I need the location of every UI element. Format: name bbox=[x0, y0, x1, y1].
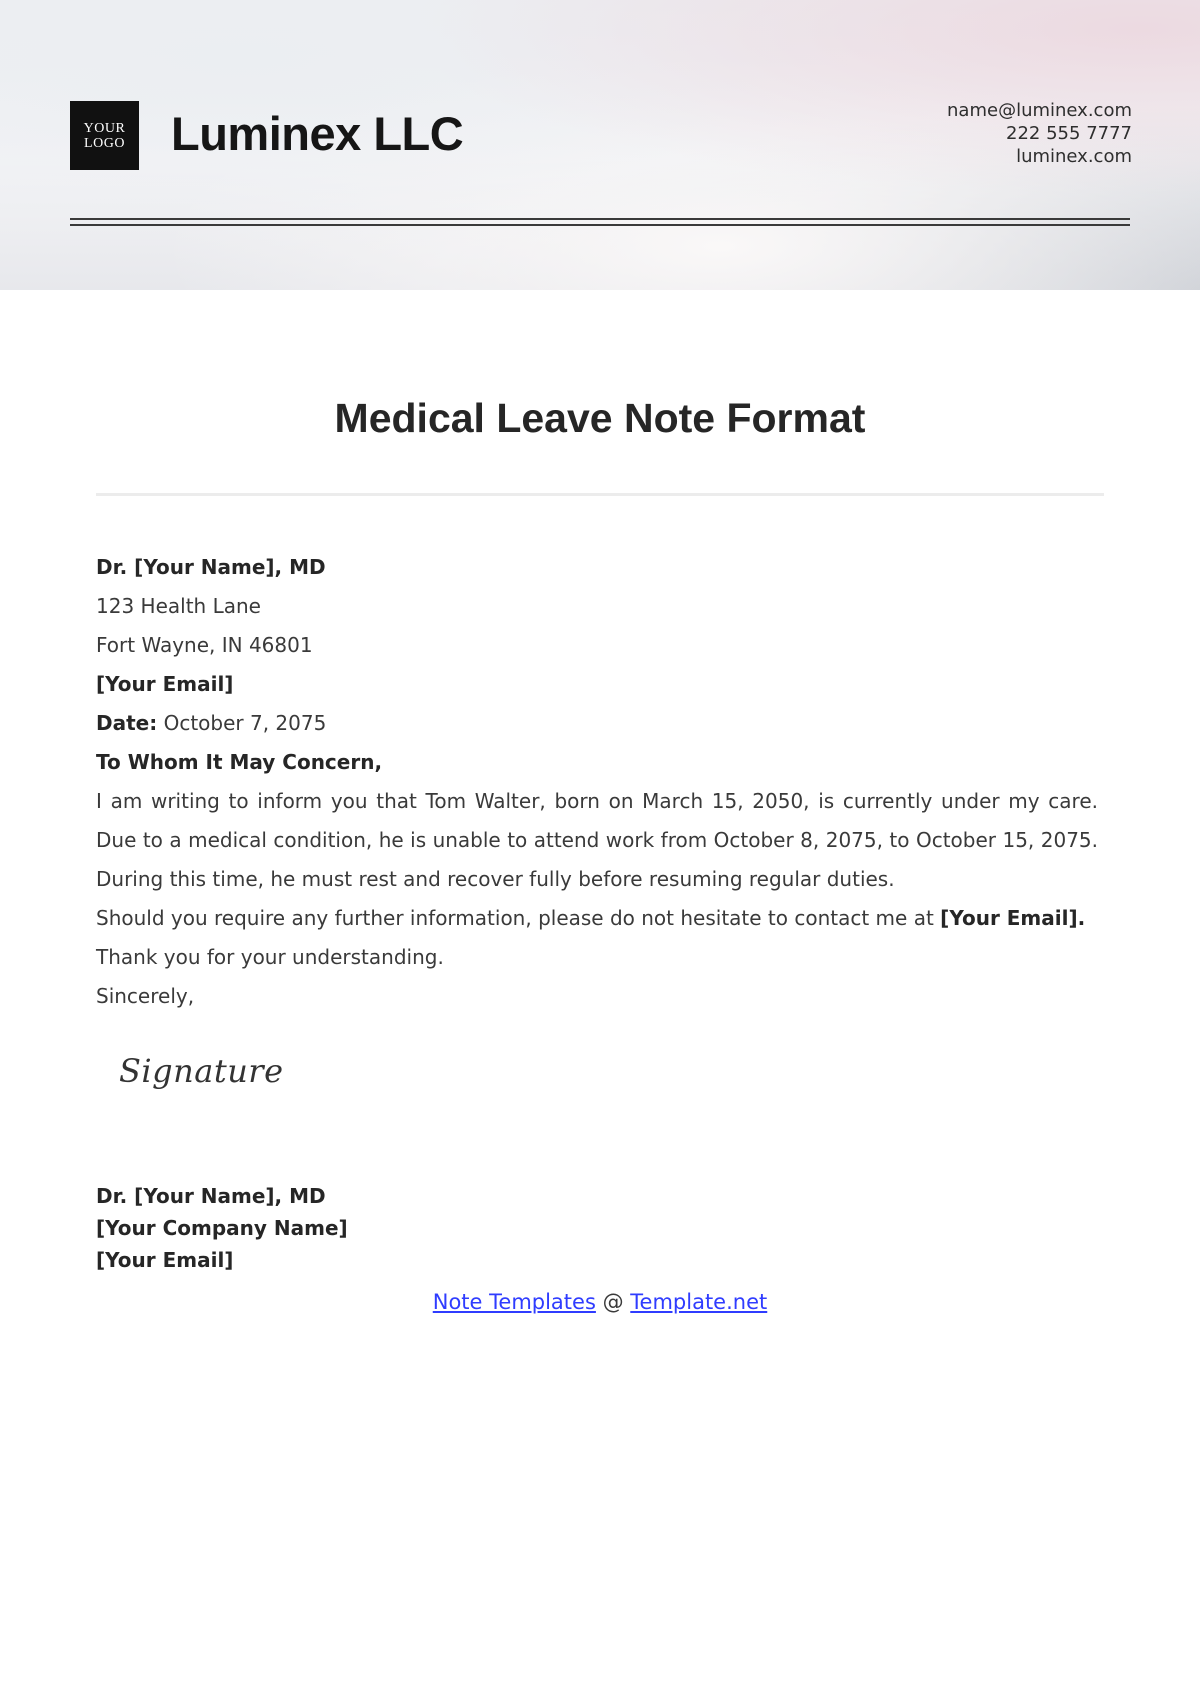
closing-name: Dr. [Your Name], MD bbox=[96, 1184, 326, 1208]
date-label: Date: bbox=[96, 711, 158, 735]
company-name: Luminex LLC bbox=[171, 107, 464, 160]
contact-website: luminex.com bbox=[1016, 146, 1132, 167]
sender-email: [Your Email] bbox=[96, 672, 234, 696]
signoff: Sincerely, bbox=[96, 984, 195, 1008]
letterhead bbox=[0, 0, 1200, 290]
paragraph-2-email: [Your Email]. bbox=[940, 906, 1086, 930]
header-rule-bottom bbox=[70, 224, 1130, 226]
contact-block bbox=[947, 99, 1132, 168]
body-paragraph-2 bbox=[96, 899, 1098, 938]
body-paragraph-1: I am writing to inform you that Tom Walter, born on March 15, 2050, is currently under my care. Due to a medical condition, he is unable to attend work from October 8, 2075, to October 15, 2075. During this time, he must rest and recover fully before resuming regular duties. bbox=[96, 789, 1098, 891]
page-title: Medical Leave Note Format bbox=[334, 395, 866, 441]
footer-separator: @ bbox=[602, 1290, 624, 1314]
logo-text-line2: LOGO bbox=[84, 135, 125, 151]
sender-address-line2: Fort Wayne, IN 46801 bbox=[96, 633, 313, 657]
company-logo bbox=[70, 101, 139, 170]
date-line bbox=[96, 704, 1098, 743]
signature: Signature bbox=[119, 1052, 284, 1090]
letter-body bbox=[96, 548, 1098, 1016]
sender-address-line1: 123 Health Lane bbox=[96, 594, 261, 618]
logo-text-line1: YOUR bbox=[83, 120, 126, 136]
closing-company: [Your Company Name] bbox=[96, 1216, 348, 1240]
template-net-link[interactable]: Template.net bbox=[630, 1290, 768, 1314]
title-divider bbox=[96, 493, 1104, 496]
paragraph-2-text: Should you require any further information, please do not hesitate to contact me at bbox=[96, 906, 934, 930]
sender-name: Dr. [Your Name], MD bbox=[96, 555, 326, 579]
date-value: October 7, 2075 bbox=[163, 711, 327, 735]
salutation: To Whom It May Concern, bbox=[96, 750, 383, 774]
footer-credit bbox=[0, 1290, 1200, 1314]
header-rule-top bbox=[70, 218, 1130, 220]
contact-phone: 222 555 7777 bbox=[1006, 123, 1132, 144]
closing-block bbox=[96, 1180, 348, 1276]
contact-email: name@luminex.com bbox=[947, 100, 1132, 121]
thanks-line: Thank you for your understanding. bbox=[96, 945, 444, 969]
note-templates-link[interactable]: Note Templates bbox=[432, 1290, 596, 1314]
closing-email: [Your Email] bbox=[96, 1248, 234, 1272]
